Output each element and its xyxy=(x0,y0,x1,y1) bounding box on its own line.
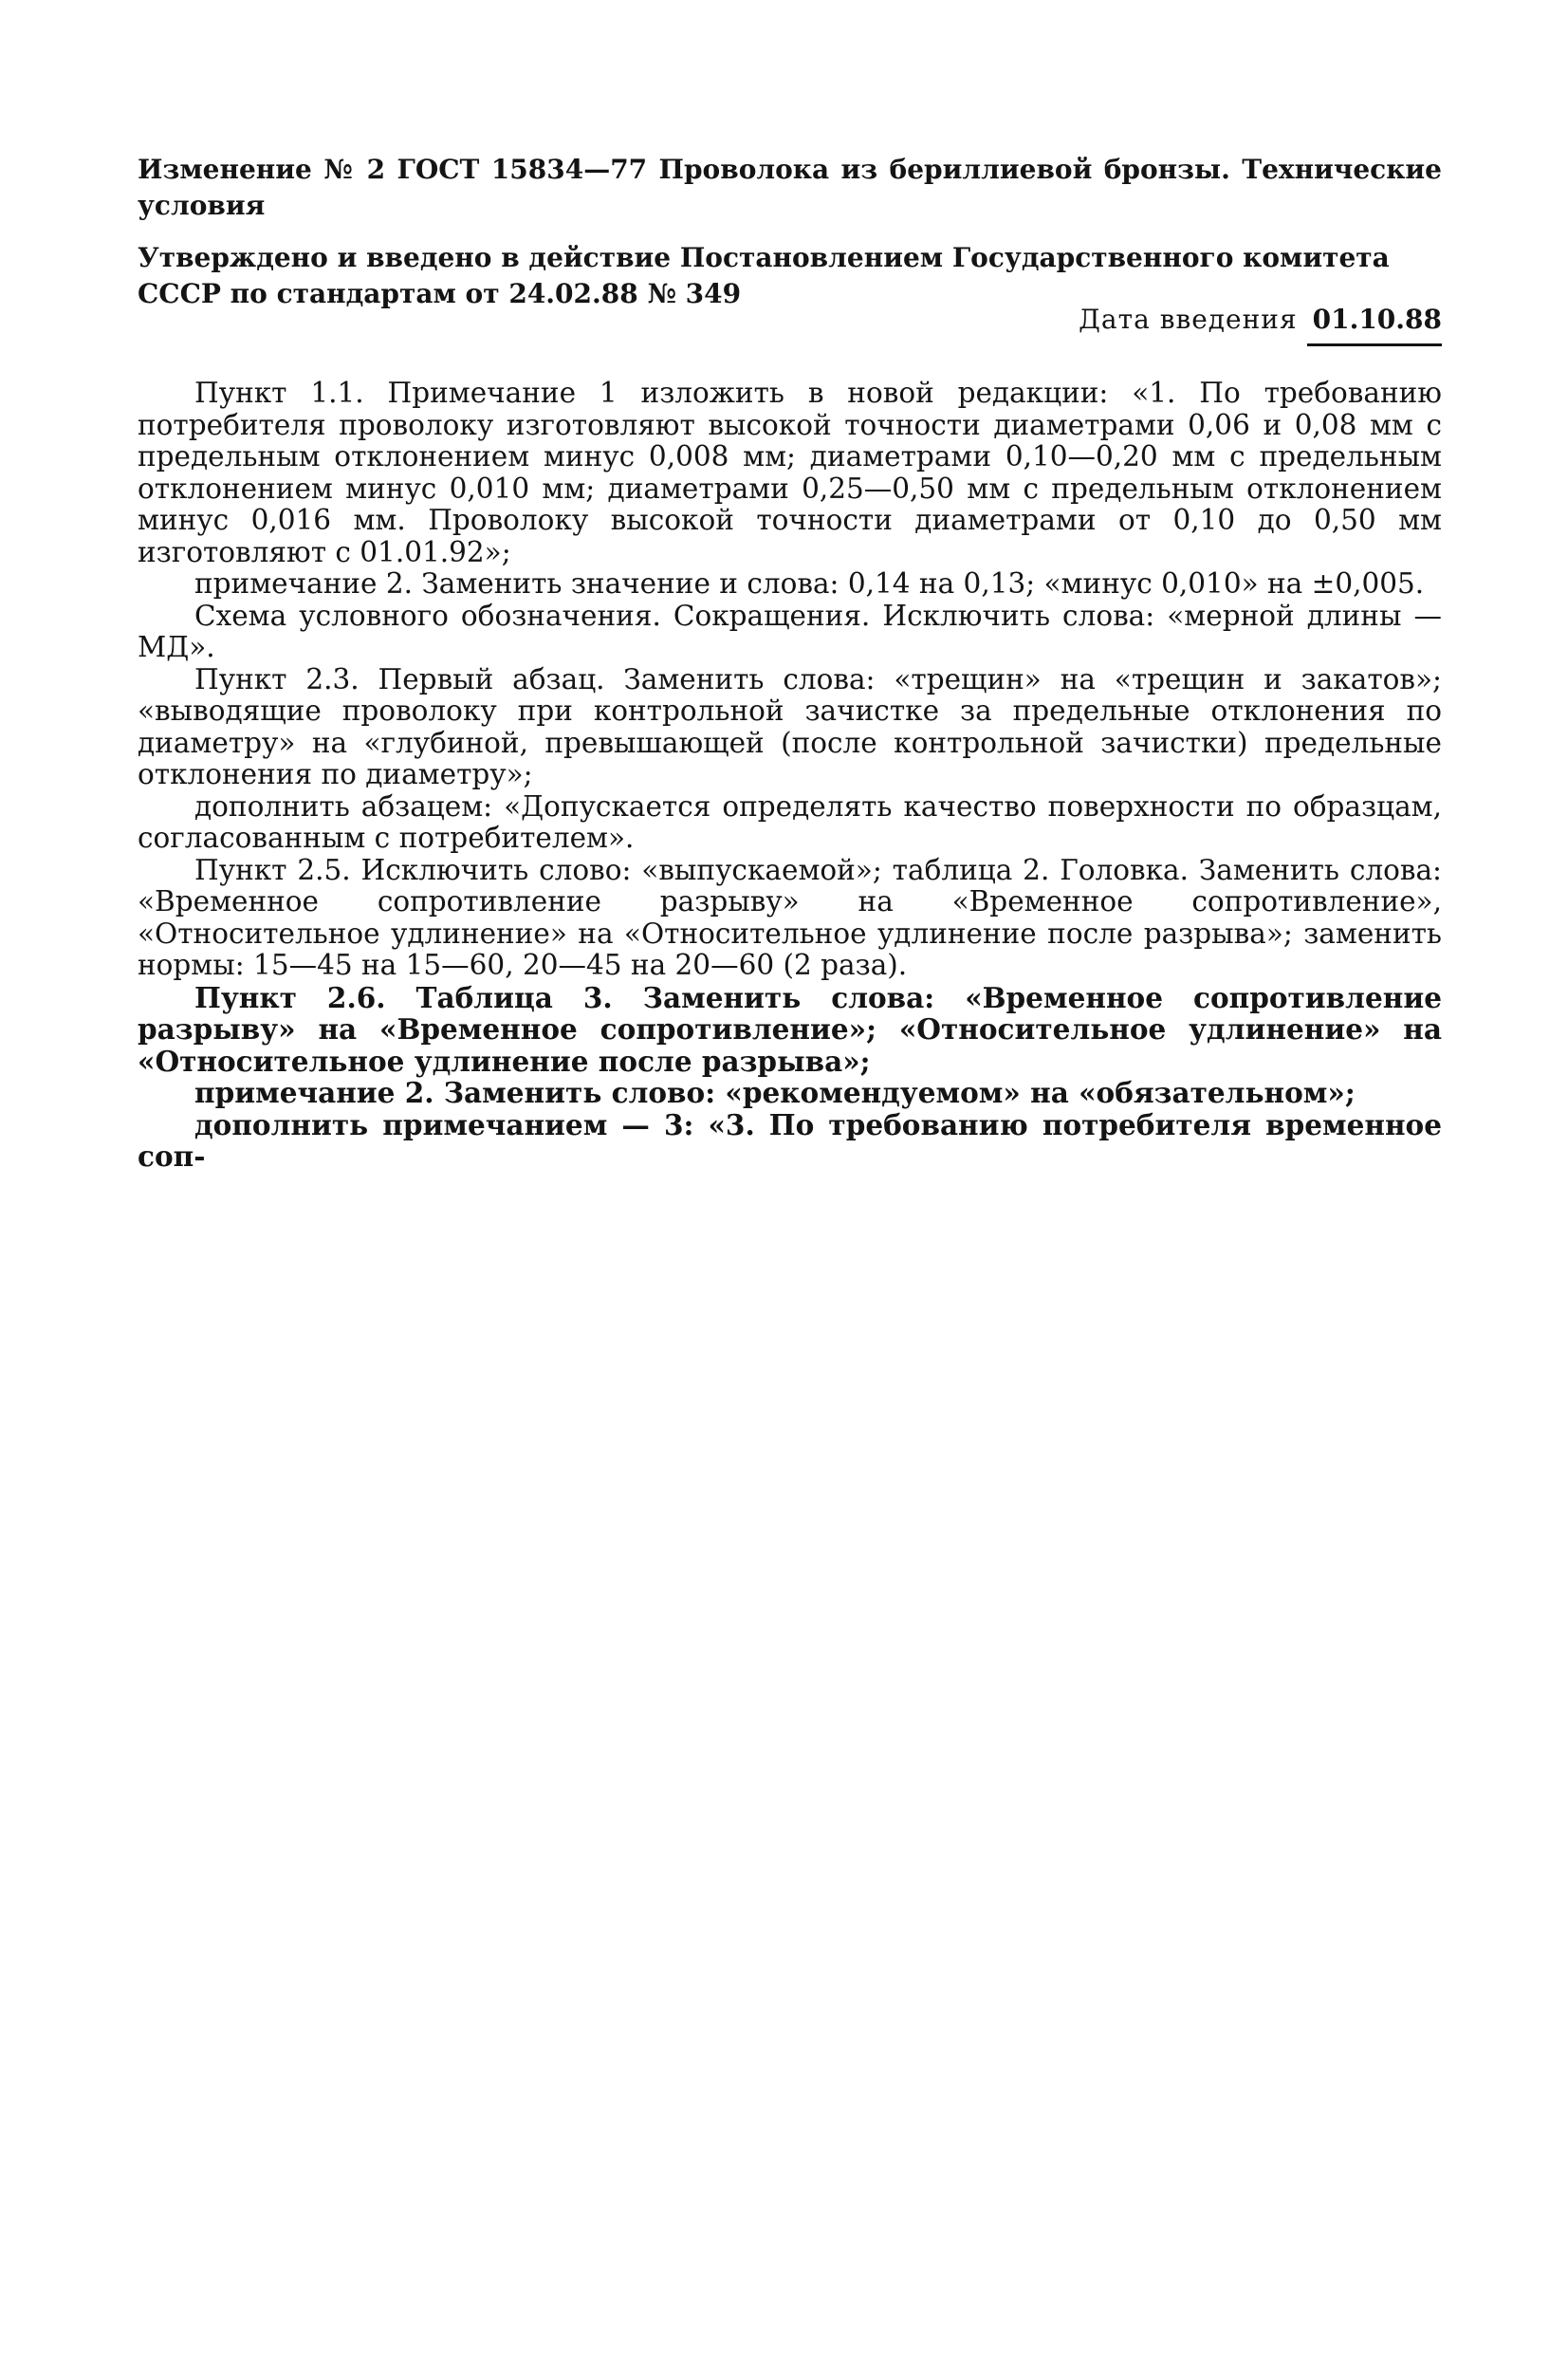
paragraph-designation-scheme: Схема условного обозначения. Сокращения. Исключить слова: «мерной длины — МД». xyxy=(138,599,1442,663)
paragraph-item-2-3-addition: дополнить абзацем: «Допускается определять качество поверхности по образцам, согласованным с потребителем». xyxy=(138,789,1442,854)
document-body xyxy=(138,378,1442,1173)
paragraph-item-1-1: Пункт 1.1. Примечание 1 изложить в новой редакции: «1. По требованию потребителя проволоку изготовляют высокой точности диаметрами 0,06 и 0,08 мм с предельным отклонением минус 0,008 мм; диаметрами 0,10—0,20 мм с предельным отклонением минус 0,010 мм; диаметрами 0,25—0,50 мм с предельным отклонением минус 0,016 мм. Проволоку высокой точности диаметрами от 0,10 до 0,50 мм изготовляют с 01.01.92»; xyxy=(138,377,1442,568)
paragraph-item-2-6-note-2: примечание 2. Заменить слово: «рекомендуемом» на «обязательном»; xyxy=(194,1076,1356,1109)
paragraph-note-2: примечание 2. Заменить значение и слова: 0,14 на 0,13; «минус 0,010» на ±0,005. xyxy=(194,567,1425,600)
paragraph-item-2-3: Пункт 2.3. Первый абзац. Заменить слова: «трещин» на «трещин и закатов»; «выводящие проволоку при контрольной зачистке за предельные отклонения по диаметру» на «глубиной, превышающей (после контрольной зачистки) предельные отклонения по диаметру»; xyxy=(138,662,1442,790)
effective-date-label: Дата введения xyxy=(1079,304,1298,335)
paragraph-item-2-6: Пункт 2.6. Таблица 3. Заменить слова: «Временное сопротивление разрыву» на «Временное сопротивление»; «Относительное удлинение» на «Относительное удлинение после разрыва»; xyxy=(138,980,1442,1078)
effective-date xyxy=(1079,302,1442,346)
effective-date-value: 01.10.88 xyxy=(1307,302,1442,346)
document-title: Изменение № 2 ГОСТ 15834—77 Проволока из бериллиевой бронзы. Технические условия xyxy=(138,154,1442,221)
approval-statement: Утверждено и введено в действие Постановлением Государственного комитета СССР по стандартам от 24.02.88 № 349 xyxy=(138,242,1390,309)
paragraph-item-2-6-note-3: дополнить примечанием — 3: «3. По требованию потребителя временное соп- xyxy=(138,1107,1442,1173)
paragraph-item-2-5: Пункт 2.5. Исключить слово: «выпускаемой»; таблица 2. Головка. Заменить слова: «Временное сопротивление разрыву» на «Временное сопротивление», «Относительное удлинение» на «Относительное удлинение после разрыва»; заменить нормы: 15—45 на 15—60, 20—45 на 20—60 (2 раза). xyxy=(138,853,1442,981)
